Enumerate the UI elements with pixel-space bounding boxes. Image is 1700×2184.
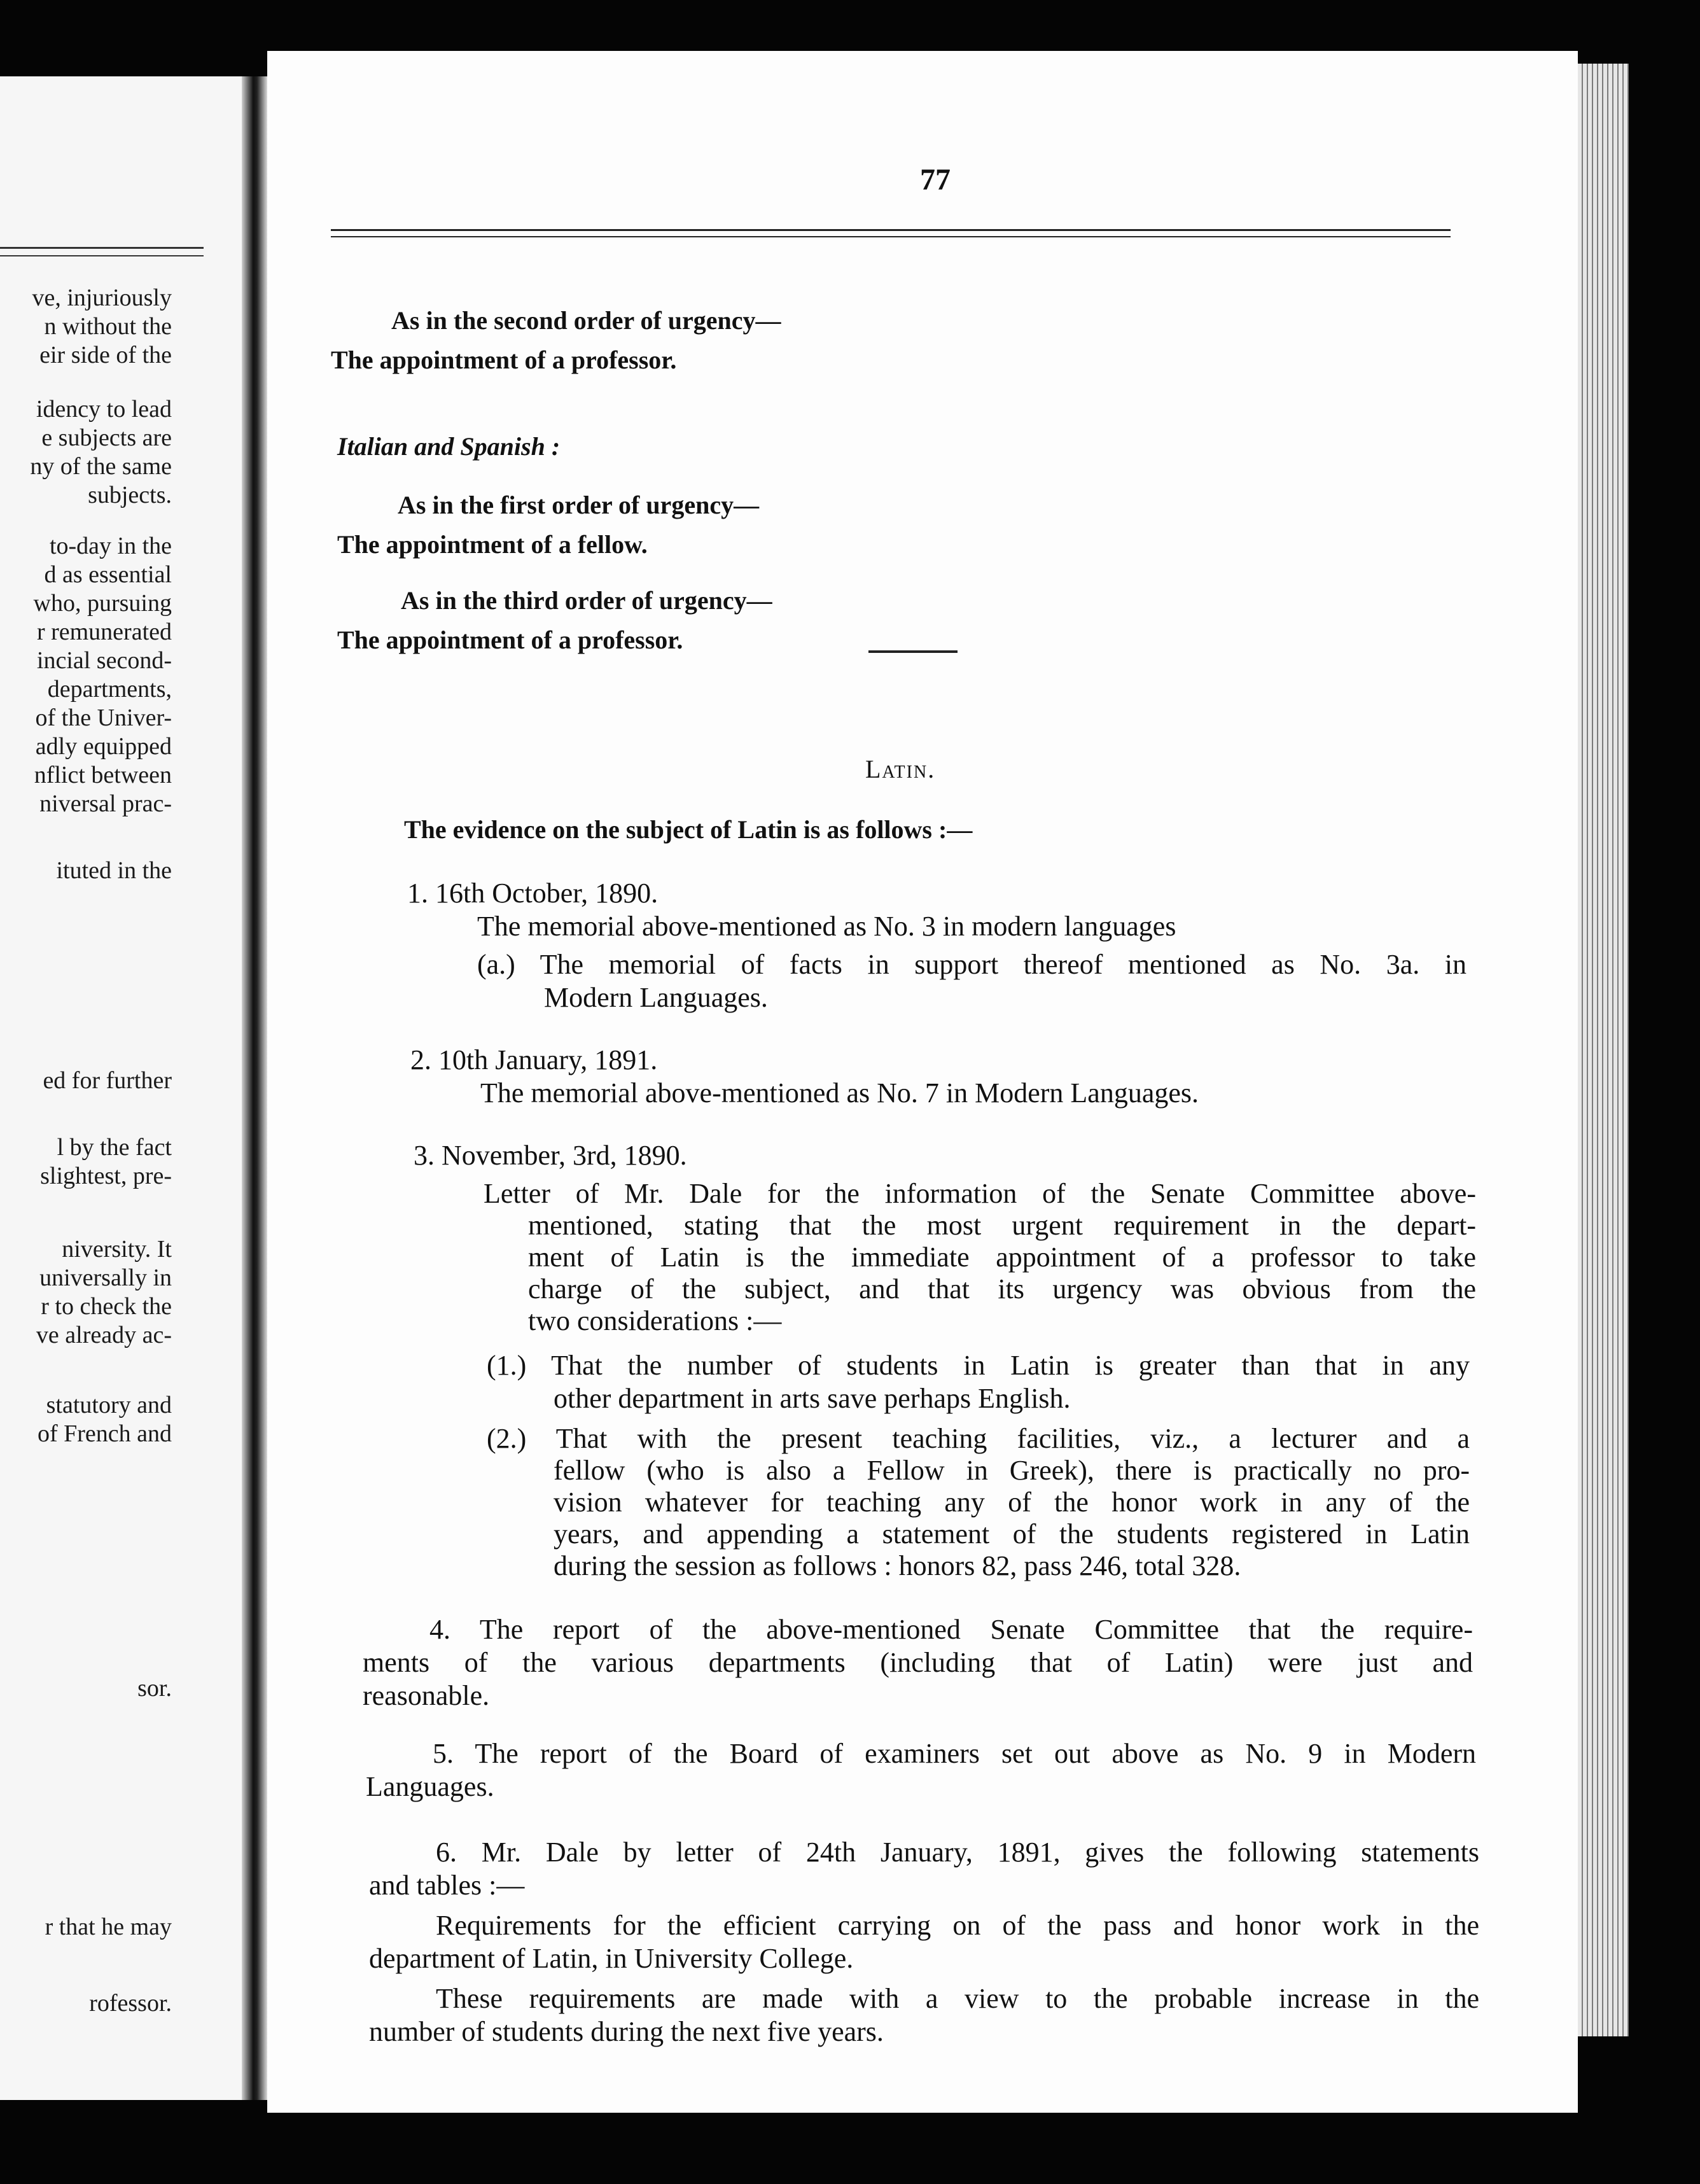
section-divider (868, 650, 958, 653)
left-text-fragment: n without the (44, 313, 172, 340)
left-text-fragment: to-day in the (49, 533, 172, 559)
left-text-fragment: e subjects are (41, 424, 172, 451)
item5-line: Languages. (366, 1771, 494, 1802)
evidence-intro: The evidence on the subject of Latin is as follows :— (404, 815, 973, 844)
item3-line: two considerations :— (528, 1305, 782, 1336)
appointment-professor-line: The appointment of a professor. (331, 346, 677, 374)
left-text-fragment: statutory and (46, 1392, 172, 1418)
left-text-fragment: adly equipped (35, 733, 172, 760)
left-text-fragment: slightest, pre- (40, 1163, 172, 1189)
item1-date: 1. 16th October, 1890. (407, 878, 658, 909)
left-text-fragment: idency to lead (36, 396, 172, 423)
left-text-fragment: niversal prac- (39, 790, 172, 817)
consideration-2: (2.) That with the present teaching facilities, viz., a lecturer and a (487, 1423, 1470, 1454)
these-requirements-line: number of students during the next five years. (369, 2016, 884, 2047)
left-text-fragment: d as essential (44, 561, 172, 588)
item3-line: Letter of Mr. Dale for the information of the Senate Committee above- (484, 1178, 1476, 1209)
these-requirements-line: These requirements are made with a view to the probable increase in the (436, 1983, 1479, 2014)
left-text-fragment: universally in (39, 1264, 172, 1291)
appointment-professor-line-2: The appointment of a professor. (337, 626, 683, 654)
left-text-fragment: sor. (137, 1675, 172, 1702)
third-order-line: As in the third order of urgency— (401, 586, 772, 615)
left-text-fragment: r to check the (41, 1293, 172, 1320)
consideration-1: (1.) That the number of students in Latin is greater than that in any (487, 1350, 1470, 1381)
left-text-fragment: l by the fact (57, 1134, 172, 1161)
left-text-fragment: ve already ac- (36, 1322, 172, 1348)
left-text-fragment: rofessor. (89, 1990, 172, 2017)
appointment-fellow-line: The appointment of a fellow. (337, 530, 648, 559)
second-order-line: As in the second order of urgency— (391, 306, 781, 335)
item1-sub-a: (a.) The memorial of facts in support thereof mentioned as No. 3a. in (477, 949, 1467, 980)
item1-line: The memorial above-mentioned as No. 3 in modern languages (477, 911, 1176, 942)
item3-line: ment of Latin is the immediate appointment of a professor to take (528, 1242, 1476, 1273)
left-text-fragment: of the Univer- (35, 704, 172, 731)
header-rule (331, 229, 1451, 237)
left-text-fragment: departments, (47, 676, 172, 703)
left-facing-page (0, 76, 242, 2100)
item5-line: 5. The report of the Board of examiners set out above as No. 9 in Modern (433, 1738, 1476, 1769)
consideration-2-cont: years, and appending a statement of the students registered in Latin (554, 1518, 1470, 1550)
left-text-fragment: nflict between (34, 762, 172, 788)
requirements-line: department of Latin, in University College. (369, 1943, 854, 1974)
left-header-rule (0, 247, 204, 256)
left-text-fragment: ny of the same (30, 453, 172, 480)
latin-heading: Latin. (865, 755, 936, 783)
item2-line: The memorial above-mentioned as No. 7 in Modern Languages. (480, 1077, 1199, 1109)
item6-line: 6. Mr. Dale by letter of 24th January, 1891, gives the following statements (436, 1837, 1479, 1868)
left-text-fragment: niversity. It (62, 1236, 172, 1263)
left-text-fragment: ituted in the (56, 857, 172, 884)
left-text-fragment: r that he may (45, 1914, 172, 1940)
left-text-fragment: of French and (37, 1420, 172, 1447)
item4-line: 4. The report of the above-mentioned Senate Committee that the require- (429, 1614, 1473, 1645)
item4-line: ments of the various departments (including that of Latin) were just and (363, 1647, 1473, 1678)
book-gutter (242, 76, 267, 2100)
item2-date: 2. 10th January, 1891. (410, 1044, 658, 1075)
consideration-2-cont: fellow (who is also a Fellow in Greek), there is practically no pro- (554, 1455, 1470, 1486)
left-text-fragment: eir side of the (39, 342, 172, 368)
left-text-fragment: subjects. (88, 482, 172, 508)
consideration-1-cont: other department in arts save perhaps English. (554, 1383, 1071, 1414)
item3-line: mentioned, stating that the most urgent requirement in the depart- (528, 1210, 1476, 1241)
first-order-line: As in the first order of urgency— (398, 491, 760, 519)
page-edges (1578, 64, 1629, 2036)
consideration-2-cont: vision whatever for teaching any of the honor work in any of the (554, 1487, 1470, 1518)
left-text-fragment: ve, injuriously (32, 284, 172, 311)
consideration-2-cont: during the session as follows : honors 82, pass 246, total 328. (554, 1550, 1241, 1581)
item4-line: reasonable. (363, 1680, 490, 1711)
item3-line: charge of the subject, and that its urgency was obvious from the (528, 1273, 1476, 1305)
requirements-line: Requirements for the efficient carrying on of the pass and honor work in the (436, 1910, 1479, 1941)
left-text-fragment: r remunerated (36, 619, 172, 645)
left-text-fragment: ed for further (43, 1067, 172, 1094)
item1-sub-a-cont: Modern Languages. (544, 982, 768, 1013)
left-text-fragment: incial second- (36, 647, 172, 674)
item3-date: 3. November, 3rd, 1890. (414, 1140, 687, 1171)
italian-spanish-heading: Italian and Spanish : (337, 432, 561, 461)
right-page (267, 51, 1578, 2113)
left-text-fragment: who, pursuing (33, 590, 172, 617)
item6-line: and tables :— (369, 1870, 525, 1901)
page-number: 77 (920, 163, 951, 197)
